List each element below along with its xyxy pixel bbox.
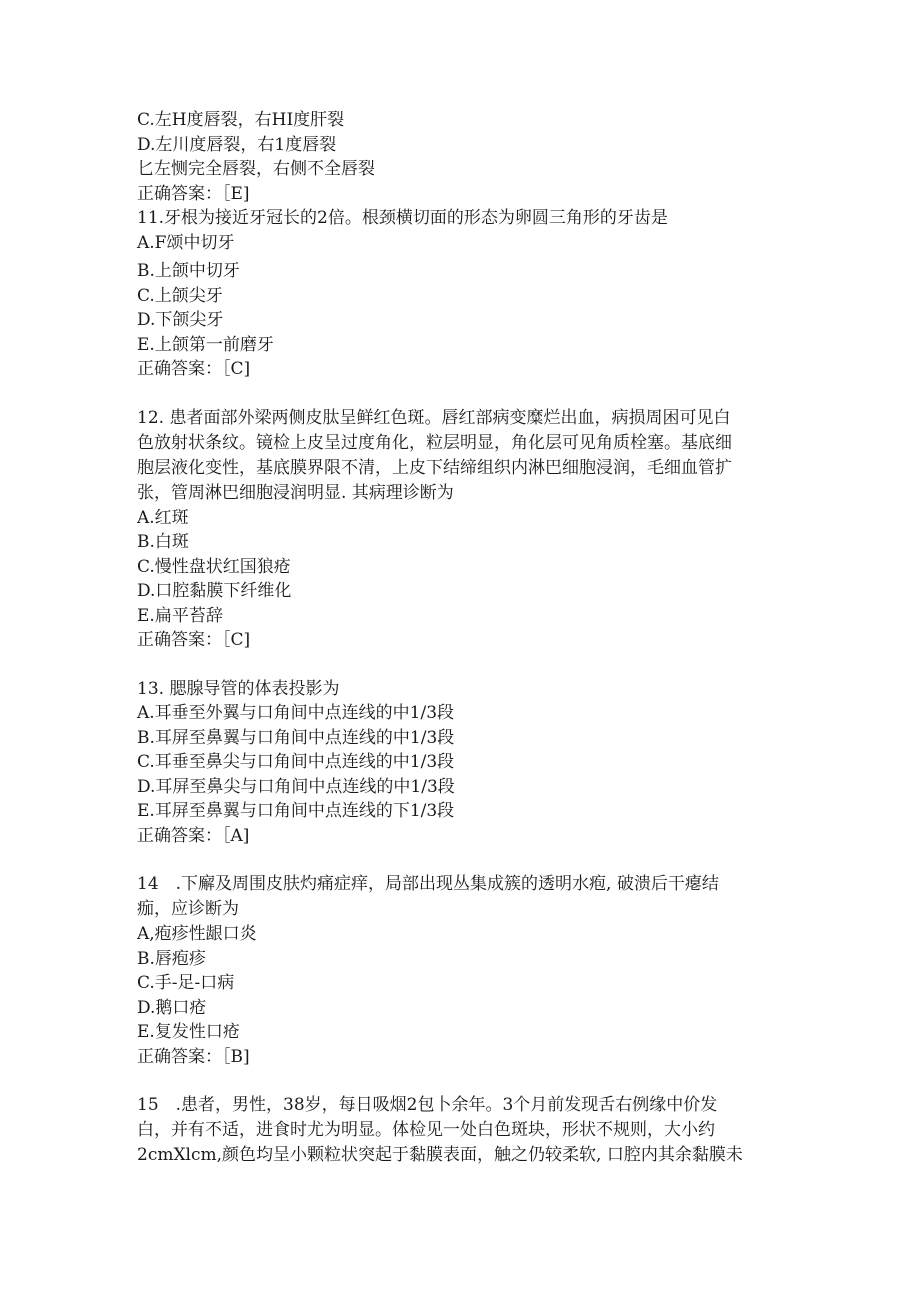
question-stem-line: 白，并有不适，进食时尤为明显。体检见一处白色斑块，形状不规则，大小约 [137, 1120, 715, 1140]
question-stem: 11.牙根为接近牙冠长的2倍。根颈横切面的形态为卵圆三角形的牙齿是 [137, 208, 668, 228]
option-a: A,疱疹性龈口炎 [137, 924, 257, 944]
spacer [137, 1069, 787, 1093]
option-c: C.手-足-口病 [137, 973, 235, 993]
option-a: A.F颂中切牙 [137, 232, 235, 253]
option-e: E.上颌第一前磨牙 [137, 334, 274, 355]
option-c: C.上颌尖牙 [137, 285, 223, 306]
option-b: B.唇疱疹 [137, 948, 206, 969]
option-d: D.左川度唇裂，右1度唇裂 [137, 134, 337, 155]
option-a: A.红斑 [137, 507, 189, 528]
question-stem-line: 胞层液化变性，基底膜界限不清，上皮下结缔组织内淋巴细胞浸润，毛细血管扩 [137, 457, 732, 478]
answer: 正确答案：［C] [137, 359, 251, 379]
option-c: C.左H度唇裂，右HI度肝裂 [137, 110, 345, 130]
question-stem-line: 14 .下廨及周围皮肤灼痛症痒，局部出现丛集成簇的透明水疱, 破溃后干瘪结 [137, 874, 719, 894]
question-stem-line: 色放射状条纹。镜检上皮呈过度角化，粒层明显，角化层可见角质栓塞。基底细 [137, 432, 732, 453]
question-stem-line: 12. 患者面部外梁两侧皮肽呈鲜红色斑。唇红部病变糜烂出血，病损周困可见白 [137, 407, 731, 428]
answer: 正确答案：［A] [137, 825, 250, 846]
question-14 [137, 872, 787, 1069]
question-stem: 13. 腮腺导管的体表投影为 [137, 678, 340, 699]
option-e: 匕左恻完全唇裂，右侧不全唇裂 [137, 159, 375, 179]
option-e: E.扁平苔辞 [137, 605, 223, 626]
answer: 正确答案：［C] [137, 630, 251, 650]
option-b: B.上颌中切牙 [137, 261, 240, 281]
spacer [137, 382, 787, 406]
question-stem-line: 15 .患者，男性，38岁，每日吸烟2包卜余年。3个月前发现舌右例缘中价发 [137, 1095, 718, 1115]
question-stem-line: 痂，应诊断为 [137, 899, 239, 919]
question-11 [137, 206, 787, 382]
question-10-tail [137, 108, 787, 206]
question-13 [137, 677, 787, 849]
option-d: D.下颌尖牙 [137, 310, 224, 330]
spacer [137, 848, 787, 872]
option-e: E.复发性口疮 [137, 1022, 240, 1042]
option-a: A.耳垂至外翼与口角间中点连线的中1/3段 [137, 703, 455, 723]
spacer [137, 653, 787, 677]
document-page [137, 108, 787, 1168]
question-stem-line: 张，管周淋巴细胞浸润明显. 其病理诊断为 [137, 482, 454, 503]
question-stem-line: 2cmXlcm,颜色均呈小颗粒状突起于黏膜表面，触之仍较柔软, 口腔内其余黏膜未 [137, 1145, 743, 1165]
option-c: C.慢性盘状红国狼疮 [137, 556, 291, 577]
question-12 [137, 406, 787, 653]
answer: 正确答案：［E] [137, 183, 250, 204]
option-e: E.耳屏至鼻翼与口角间中点连线的下1/3段 [137, 801, 455, 821]
option-d: D.耳屏至鼻尖与口角间中点连线的中1/3段 [137, 776, 455, 797]
option-c: C.耳垂至鼻尖与口角间中点连线的中1/3段 [137, 752, 455, 772]
option-d: D.鹅口疮 [137, 997, 207, 1018]
option-d: D.口腔黏膜下纤维化 [137, 581, 292, 601]
question-15 [137, 1093, 787, 1168]
option-b: B.白斑 [137, 532, 189, 552]
answer: 正确答案：［B] [137, 1046, 250, 1067]
option-b: B.耳屏至鼻翼与口角间中点连线的中1/3段 [137, 727, 455, 748]
